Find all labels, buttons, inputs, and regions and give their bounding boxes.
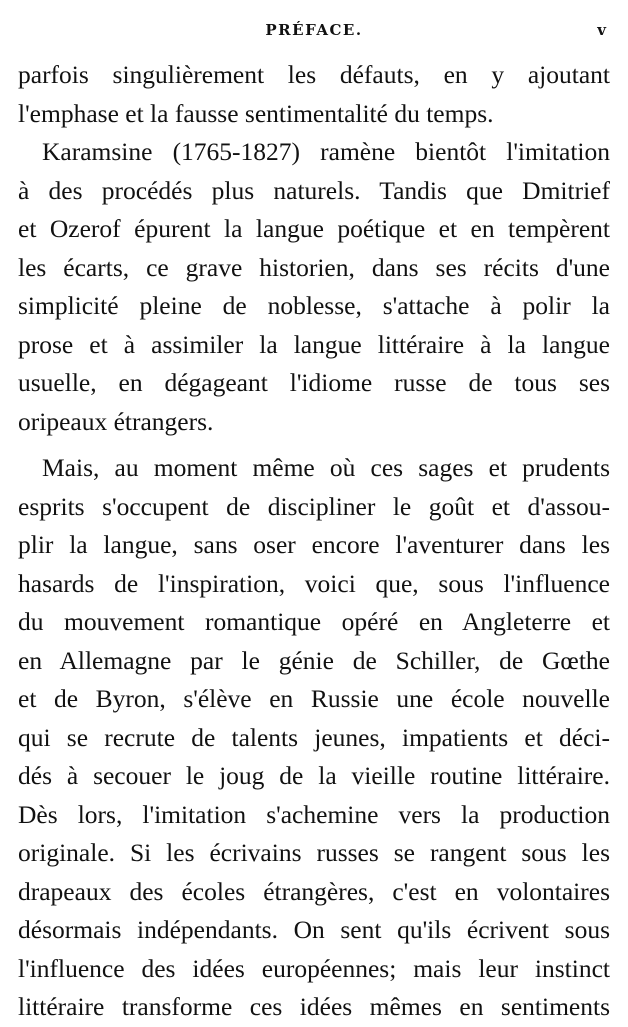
text-line: littéraire transforme ces idées mêmes en sentiments (18, 992, 610, 1021)
text-line: usuelle, en dégageant l'idiome russe de tous ses (18, 368, 610, 397)
running-title: PRÉFACE. (265, 21, 363, 39)
page-header (18, 19, 610, 45)
text-line: Karamsine (1765-1827) ramène bientôt l'imitation (42, 137, 610, 166)
text-line: du mouvement romantique opéré en Angleterre et (18, 607, 610, 636)
text-line: plir la langue, sans oser encore l'aventurer dans les (18, 530, 610, 559)
paragraph (18, 449, 610, 1027)
text-line: parfois singulièrement les défauts, en y ajoutant (18, 60, 610, 89)
text-line: l'emphase et la fausse sentimentalité du temps. (18, 98, 494, 128)
text-line: hasards de l'inspiration, voici que, sous l'influence (18, 568, 610, 598)
page-number: v (597, 21, 606, 39)
text-line: et Ozerof épurent la langue poétique et en tempèrent (18, 214, 610, 243)
text-line: dés à secouer le joug de la vieille routine littéraire. (18, 761, 610, 790)
text-line: qui se recrute de talents jeunes, impatients et déci- (18, 722, 610, 752)
text-line: esprits s'occupent de discipliner le goût et d'assou- (18, 491, 610, 521)
text-line: Mais, au moment même où ces sages et prudents (42, 453, 610, 482)
body-text (18, 56, 610, 1027)
text-line: désormais indépendants. On sent qu'ils écrivent sous (18, 915, 610, 944)
text-line: l'influence des idées européennes; mais leur instinct (18, 953, 610, 983)
paragraph (18, 133, 610, 441)
paragraph (18, 56, 610, 133)
text-line: prose et à assimiler la langue littéraire à la langue (18, 329, 610, 359)
text-line: et de Byron, s'élève en Russie une école nouvelle (18, 684, 610, 713)
text-line: en Allemagne par le génie de Schiller, de Gœthe (18, 645, 610, 675)
text-line: Dès lors, l'imitation s'achemine vers la production (18, 799, 610, 829)
text-line: les écarts, ce grave historien, dans ses récits d'une (18, 252, 610, 282)
text-line: simplicité pleine de noblesse, s'attache à polir la (18, 291, 610, 320)
text-line: drapeaux des écoles étrangères, c'est en volontaires (18, 876, 610, 906)
text-line: originale. Si les écrivains russes se rangent sous les (18, 838, 610, 867)
text-line: à des procédés plus naturels. Tandis que Dmitrief (18, 175, 610, 205)
text-line: oripeaux étrangers. (18, 406, 214, 436)
